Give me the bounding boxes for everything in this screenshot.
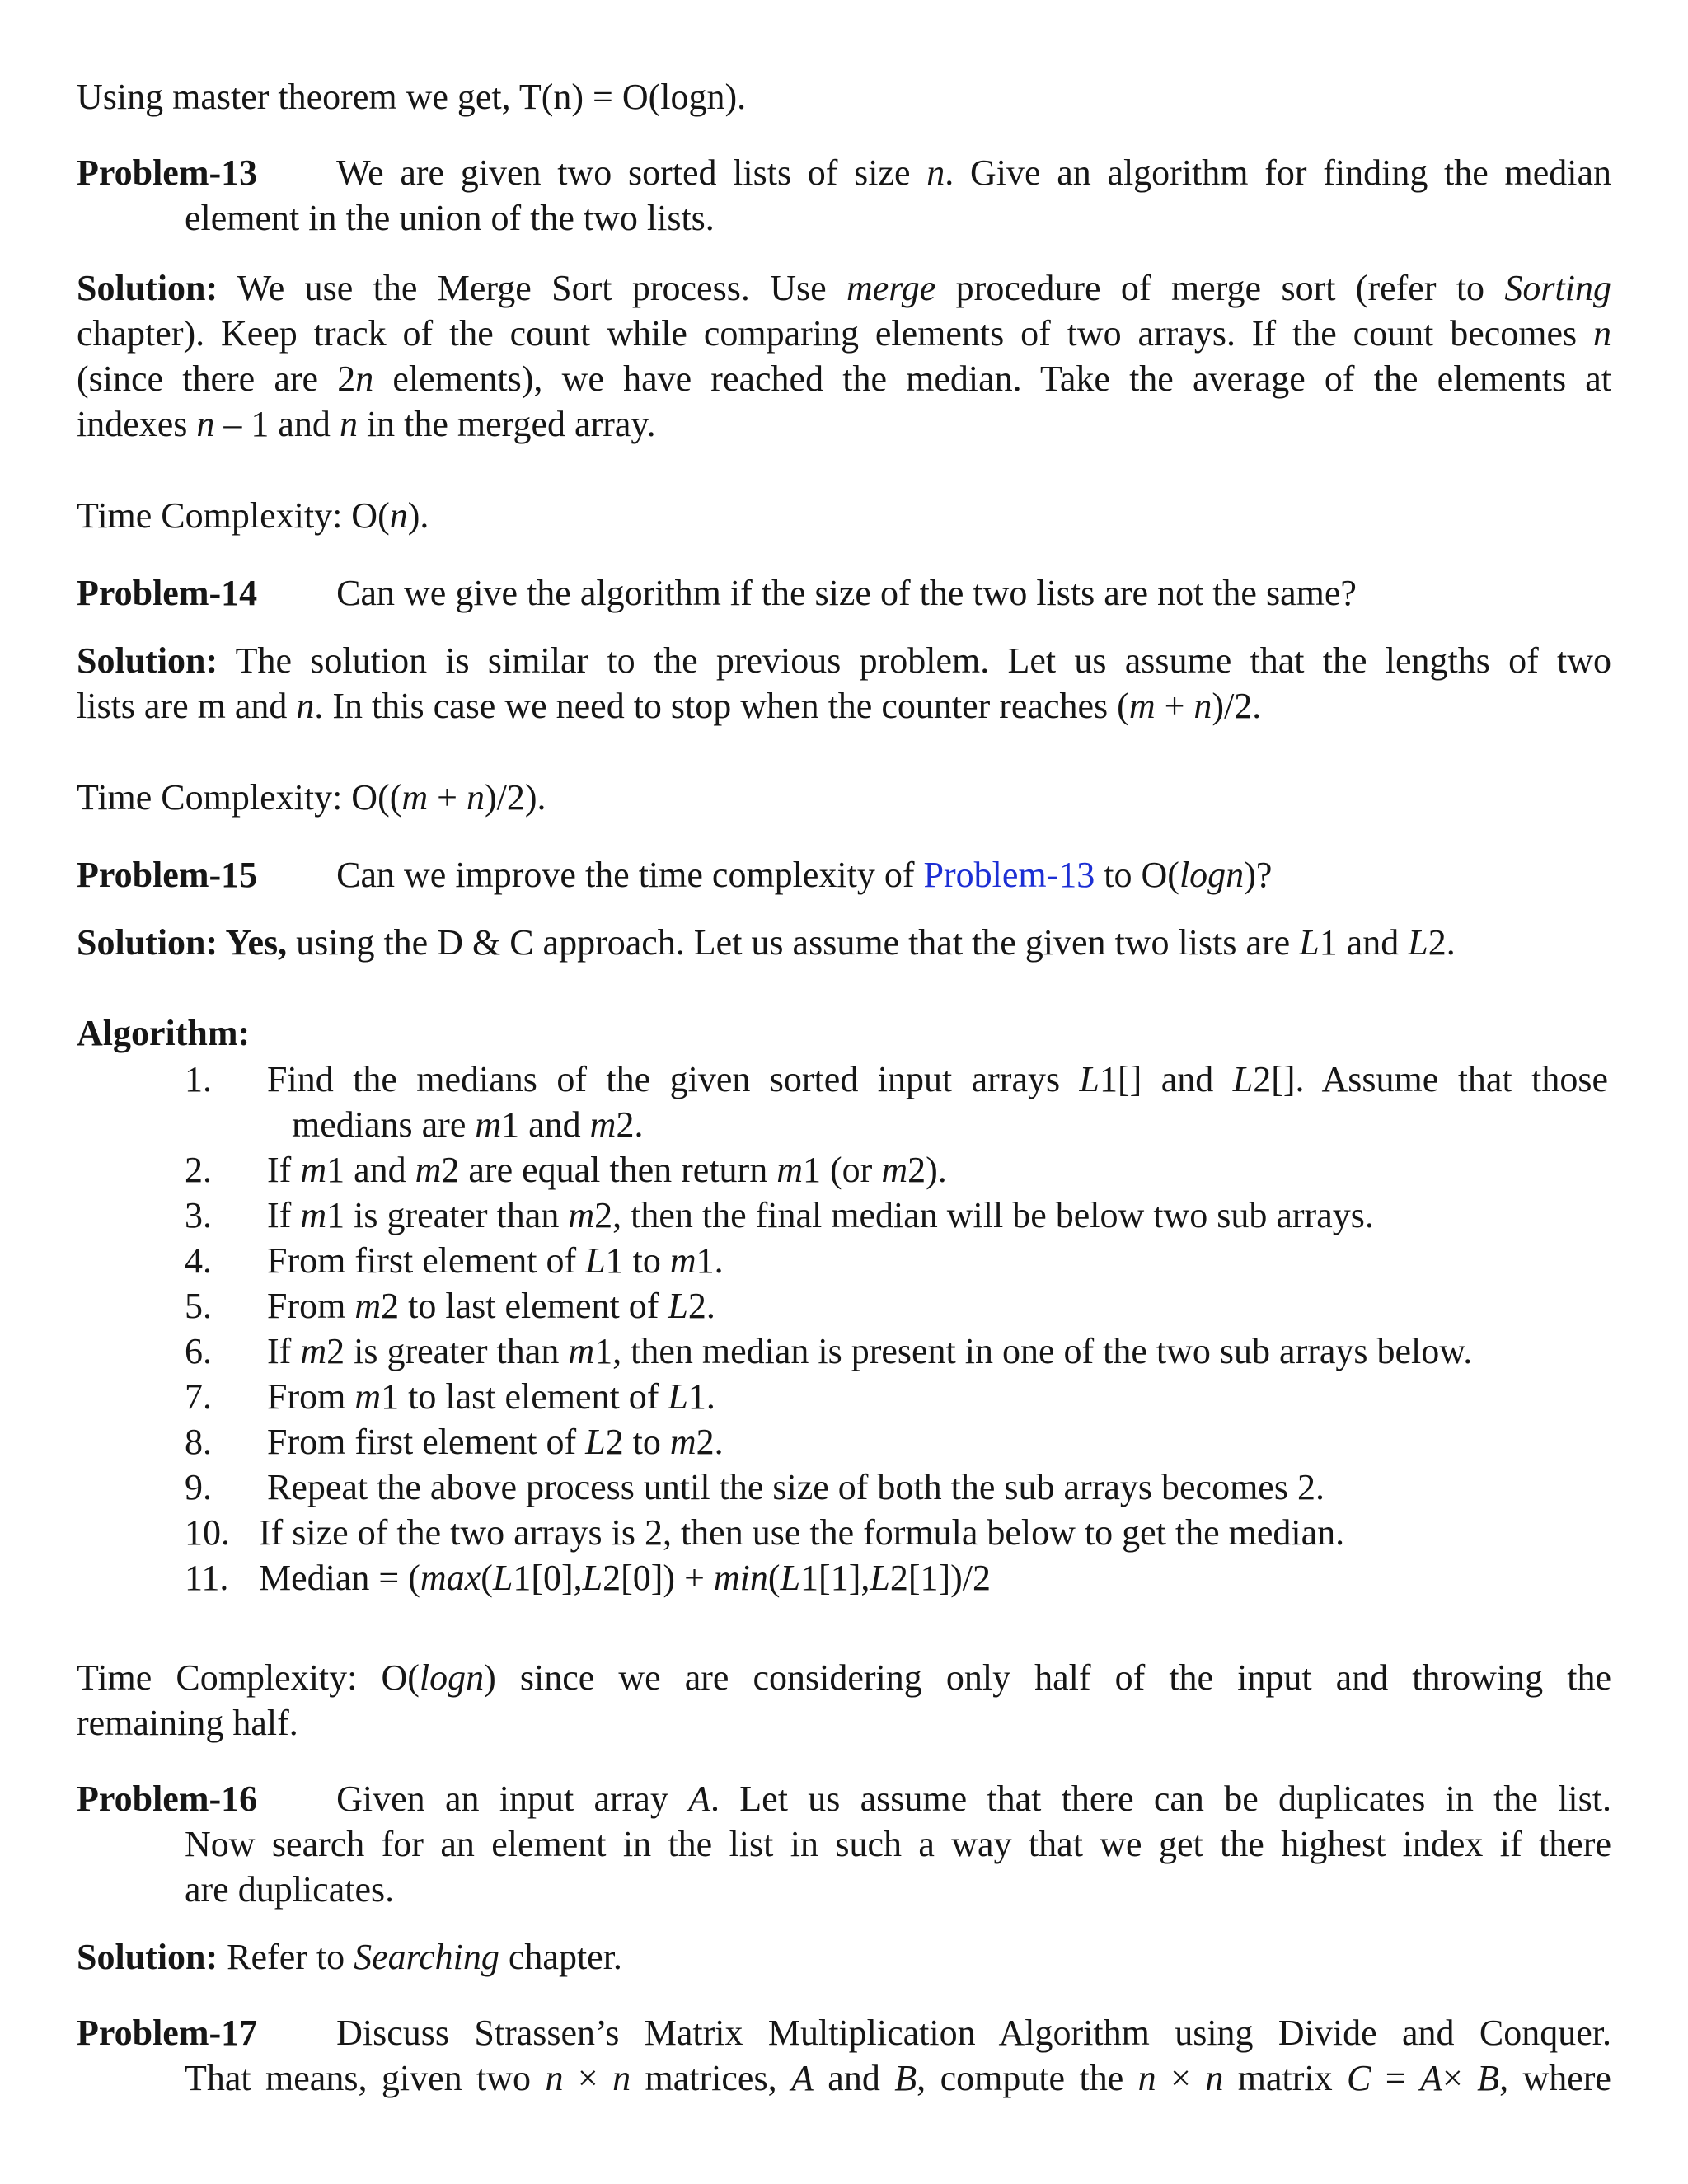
solution-13: Solution: We use the Merge Sort process. Use merge procedure of merge sort (refer to Sorting: [77, 268, 1611, 308]
time-complexity-14: Time Complexity: O((m + n)/2).: [77, 777, 546, 818]
problem-14-statement: Problem-14 Can we give the algorithm if the size of the two lists are not the same?: [77, 573, 1357, 613]
document-page: Using master theorem we get, T(n) = O(logn). Problem-13 We are given two sorted lists of size n. Give an algorithm for finding the median element in the union of the two lists. Solution: We use the Merge Sort process. Use merge procedure of merge sort (refer to Sorting chapter). Keep track of the count while comparing elements of two arrays. If the count becomes n (since there are 2n elements), we have reached the median. Take the average of the elements at indexes n – 1 and n in the merged array. Time Complexity: O(n). Problem-14 Can we give the algorithm if the size of the two lists are not the same? Solution: The solution is similar to the previous problem. Let us assume that the lengths of two lists are m and n. In this case we need to stop when the counter reaches (m + n)/2. Time Complexity: O((m + n)/2). Problem-15 Can we improve the time complexity of Problem-13 to O(logn)? Solution: Yes, using the D & C approach. Let us assume that the given two lists are L1 and L2. Algorithm: 1. Find the medians of the given sorted input arrays L1[] and L2[]. Assume that those medians are m1 and m2. 2. If m1 and m2 are equal then return m1 (or m2). 3. If m1 is greater than m2, then the final median will be below two sub arrays. 4. From first element of L1 to m1. 5. From m2 to last element of L2. 6. If m2 is greater than m1, then median is present in one of the two sub arrays below. 7. From m1 to last element of L1. 8. From first element of L2 to m2. 9. Repeat the above process until the size of both the sub arrays becomes 2. 10. If size of the two arrays is 2, then use the formula below to get the median. 11. Median = (max(L1[0],L2[0]) + min(L1[1],L2[1])/2 Time Complexity: O(logn) since we are considering only half of the input and throwing the remaining half. Problem-16 Given an input array A. Let us assume that there can be duplicates in the list. Now search for an element in the list in such a way that we get the highest index if there are duplicates. Solution: Refer to Searching chapter. Problem-17 Discuss Strassen’s Matrix Multiplication Algorithm using Divide and Conquer. That means, given two n × n matrices, A and B, compute the n × n matrix C = A× B, where: [0, 0, 1688, 2184]
solution-14: Solution: The solution is similar to the previous problem. Let us assume that the lengths of two: [77, 640, 1611, 681]
problem-15-statement: Problem-15 Can we improve the time complexity of Problem-13 to O(logn)?: [77, 855, 1273, 895]
problem-16-statement-cont: are duplicates.: [185, 1869, 395, 1910]
solution-15: Solution: Yes, using the D & C approach. Let us assume that the given two lists are L1 and L2.: [77, 922, 1456, 963]
problem-label: Problem-16: [77, 1779, 258, 1819]
solution-13-cont: indexes n – 1 and n in the merged array.: [77, 404, 656, 444]
problem-16-statement: Problem-16 Given an input array A. Let us assume that there can be duplicates in the list.: [77, 1779, 1611, 1819]
solution-13-cont: chapter). Keep track of the count while comparing elements of two arrays. If the count becomes n: [77, 313, 1611, 354]
algorithm-step: 1. Find the medians of the given sorted input arrays L1[] and L2[]. Assume that those medians are m1 and m2.: [185, 1059, 1608, 1145]
problem-label: Problem-14: [77, 573, 258, 613]
time-complexity-13: Time Complexity: O(n).: [77, 495, 429, 536]
problem-13-statement: Problem-13 We are given two sorted lists of size n. Give an algorithm for finding the median: [77, 152, 1611, 193]
time-complexity-15-cont: remaining half.: [77, 1703, 298, 1743]
problem-label: Problem-15: [77, 855, 258, 895]
problem-13-link[interactable]: Problem-13: [923, 855, 1095, 895]
problem-13-statement-cont: element in the union of the two lists.: [185, 198, 715, 238]
solution-label: Solution:: [77, 268, 218, 308]
solution-label: Solution:: [77, 1937, 218, 1977]
solution-14-cont: lists are m and n. In this case we need to stop when the counter reaches (m + n)/2.: [77, 686, 1262, 726]
solution-13-cont: (since there are 2n elements), we have reached the median. Take the average of the elements at: [77, 359, 1611, 399]
solution-label: Solution:: [77, 640, 218, 681]
problem-17-statement-cont: That means, given two n × n matrices, A and B, compute the n × n matrix C = A× B, where: [185, 2058, 1611, 2098]
master-theorem-line: Using master theorem we get, T(n) = O(logn).: [77, 77, 747, 117]
problem-16-statement-cont: Now search for an element in the list in such a way that we get the highest index if there: [185, 1824, 1611, 1864]
problem-label: Problem-13: [77, 152, 258, 193]
problem-label: Problem-17: [77, 2013, 258, 2053]
solution-label: Solution:: [77, 922, 218, 963]
solution-16: Solution: Refer to Searching chapter.: [77, 1937, 622, 1977]
time-complexity-15: Time Complexity: O(logn) since we are considering only half of the input and throwing the: [77, 1657, 1611, 1698]
algorithm-heading: Algorithm:: [77, 1013, 251, 1053]
problem-17-statement: Problem-17 Discuss Strassen’s Matrix Multiplication Algorithm using Divide and Conquer.: [77, 2013, 1611, 2053]
